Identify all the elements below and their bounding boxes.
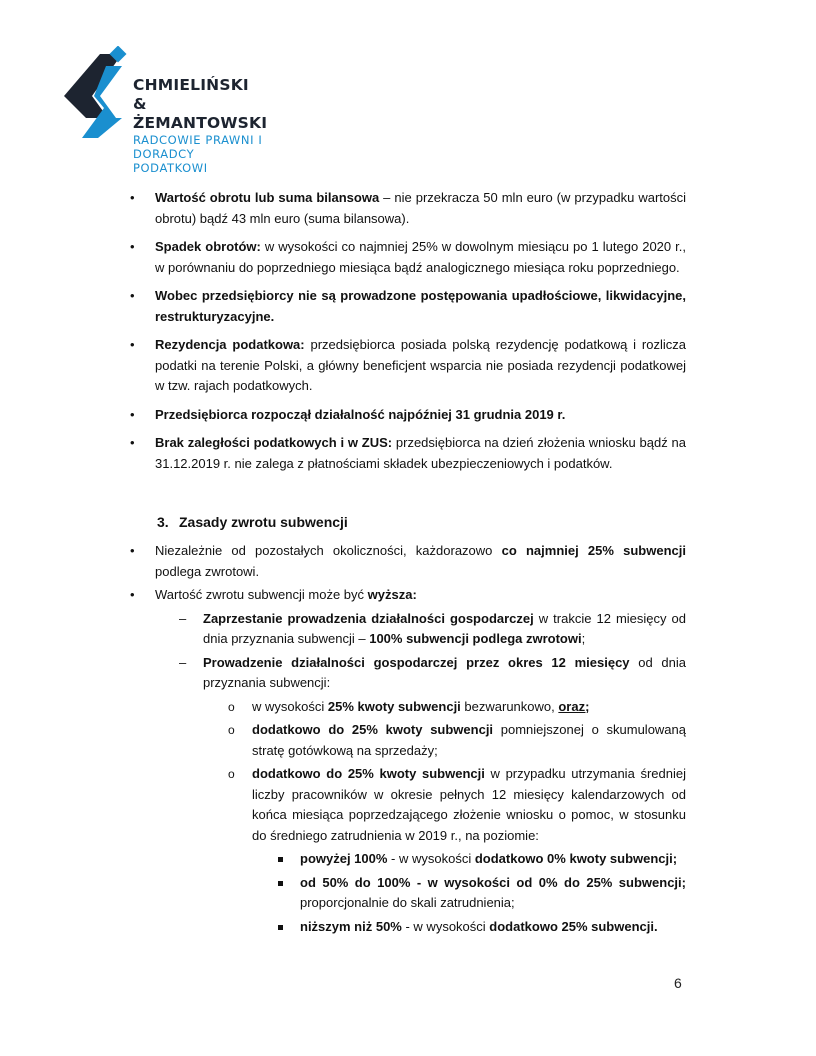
square-item	[300, 873, 686, 914]
list-item	[130, 286, 686, 327]
circle-item	[252, 764, 686, 846]
text: Niezależnie od pozostałych okoliczności, każdorazowo	[155, 543, 502, 558]
square-item	[300, 917, 686, 938]
text: pomniejszonej o skumulowaną stratę gotówkową na sprzedaży;	[252, 722, 686, 758]
item-bold: Spadek obrotów:	[155, 239, 261, 254]
bold-text: co najmniej 25% subwencji	[501, 543, 686, 558]
text: - w wysokości	[387, 851, 475, 866]
list-item	[130, 335, 686, 397]
logo-sub-line2: DORADCY PODATKOWI	[133, 147, 208, 175]
text: proporcjonalnie do skali zatrudnienia;	[300, 895, 515, 910]
dash-item	[203, 609, 686, 650]
bold-text: dodatkowo do 25% kwoty subwencji	[252, 766, 485, 781]
bold-text: dodatkowo do 25% kwoty subwencji	[252, 722, 494, 737]
square-item	[300, 849, 686, 870]
rules-list	[130, 541, 686, 940]
bold-text: powyżej 100%	[300, 851, 388, 866]
text: bezwarunkowo,	[460, 698, 559, 714]
item-bold: Wartość obrotu lub suma bilansowa	[155, 190, 380, 205]
page-number: 6	[674, 975, 682, 991]
bold-text: dodatkowo 0% kwoty subwencji;	[474, 851, 678, 866]
bold-text: 25% kwoty subwencji	[327, 698, 461, 714]
item-bold: Wobec przedsiębiorcy nie są prowadzone postępowania upadłościowe, likwidacyjne, restrukturyzacyjne.	[155, 288, 686, 324]
bold-underline-text: oraz;	[558, 698, 590, 714]
section-number: 3.	[157, 514, 169, 530]
list-item	[130, 188, 686, 229]
text: ;	[581, 631, 586, 646]
bold-text: niższym niż 50%	[300, 918, 402, 934]
item-text: w wysokości co najmniej 25% w dowolnym miesiącu po 1 lutego 2020 r., w porównaniu do poprzedniego miesiąca bądź analogicznego miesiąca roku poprzedniego.	[155, 239, 686, 275]
bold-text: Prowadzenie działalności gospodarczej przez okres 12 miesięcy	[203, 654, 630, 670]
section-title: Zasady zwrotu subwencji	[179, 514, 348, 530]
item-bold: Brak zaległości podatkowych i w ZUS:	[155, 435, 393, 450]
text: - w wysokości	[401, 918, 490, 934]
list-item	[130, 585, 686, 606]
text: od dnia przyznania subwencji:	[203, 654, 687, 690]
circle-item	[252, 720, 686, 761]
logo-text	[133, 76, 267, 175]
text: podlega zwrotowi.	[155, 563, 260, 579]
text: w przypadku utrzymania średniej liczby pracowników w okresie pełnych 12 miesięcy kalendarzowych od końca miesiąca poprzedzającego złożenie wniosku o pomoc, w stosunku do średniego zatrudnienia w 2019 r., na poziomie:	[252, 766, 686, 843]
dash-item	[203, 653, 686, 694]
text: w trakcie 12 miesięcy od dnia przyznania subwencji –	[203, 610, 686, 646]
bold-text: wyższa:	[367, 587, 417, 602]
text: w wysokości	[252, 698, 328, 714]
item-bold: Rezydencja podatkowa:	[155, 337, 305, 352]
item-text: przedsiębiorca na dzień złożenia wniosku bądź na 31.12.2019 r. nie zalega z płatnościami składek ubezpieczeniowych i podatków.	[155, 435, 686, 471]
circle-item	[252, 697, 686, 718]
list-item	[130, 405, 686, 426]
bold-text: 100% subwencji podlega zwrotowi	[369, 631, 582, 646]
bold-text: od 50% do 100% - w wysokości od 0% do 25% subwencji;	[300, 874, 686, 890]
list-item	[130, 541, 686, 582]
list-item	[130, 433, 686, 474]
logo-mark-icon	[64, 46, 134, 142]
criteria-list	[130, 188, 686, 482]
item-bold: Przedsiębiorca rozpoczął działalność najpóźniej 31 grudnia 2019 r.	[155, 406, 566, 422]
logo-sub-line1: RADCOWIE PRAWNI I	[133, 133, 263, 147]
company-logo	[64, 46, 268, 175]
logo-name-line1: CHMIELIŃSKI &	[133, 76, 249, 113]
bold-text: Zaprzestanie prowadzenia działalności gospodarczej	[203, 610, 534, 626]
section-heading	[157, 514, 348, 530]
list-item	[130, 237, 686, 278]
bold-text: dodatkowo 25% subwencji.	[489, 918, 658, 934]
item-text: przedsiębiorca posiada polską rezydencję podatkową i rozlicza podatki na terenie Polski, a główny beneficjent wsparcia nie posiada rezydencji podatkowej w tzw. rajach podatkowych.	[155, 337, 686, 393]
item-text: – nie przekracza 50 mln euro (w przypadku wartości obrotu) bądź 43 mln euro (suma bilansowa).	[155, 190, 686, 226]
logo-name-line2: ŻEMANTOWSKI	[133, 114, 268, 132]
text: Wartość zwrotu subwencji może być	[155, 587, 368, 602]
